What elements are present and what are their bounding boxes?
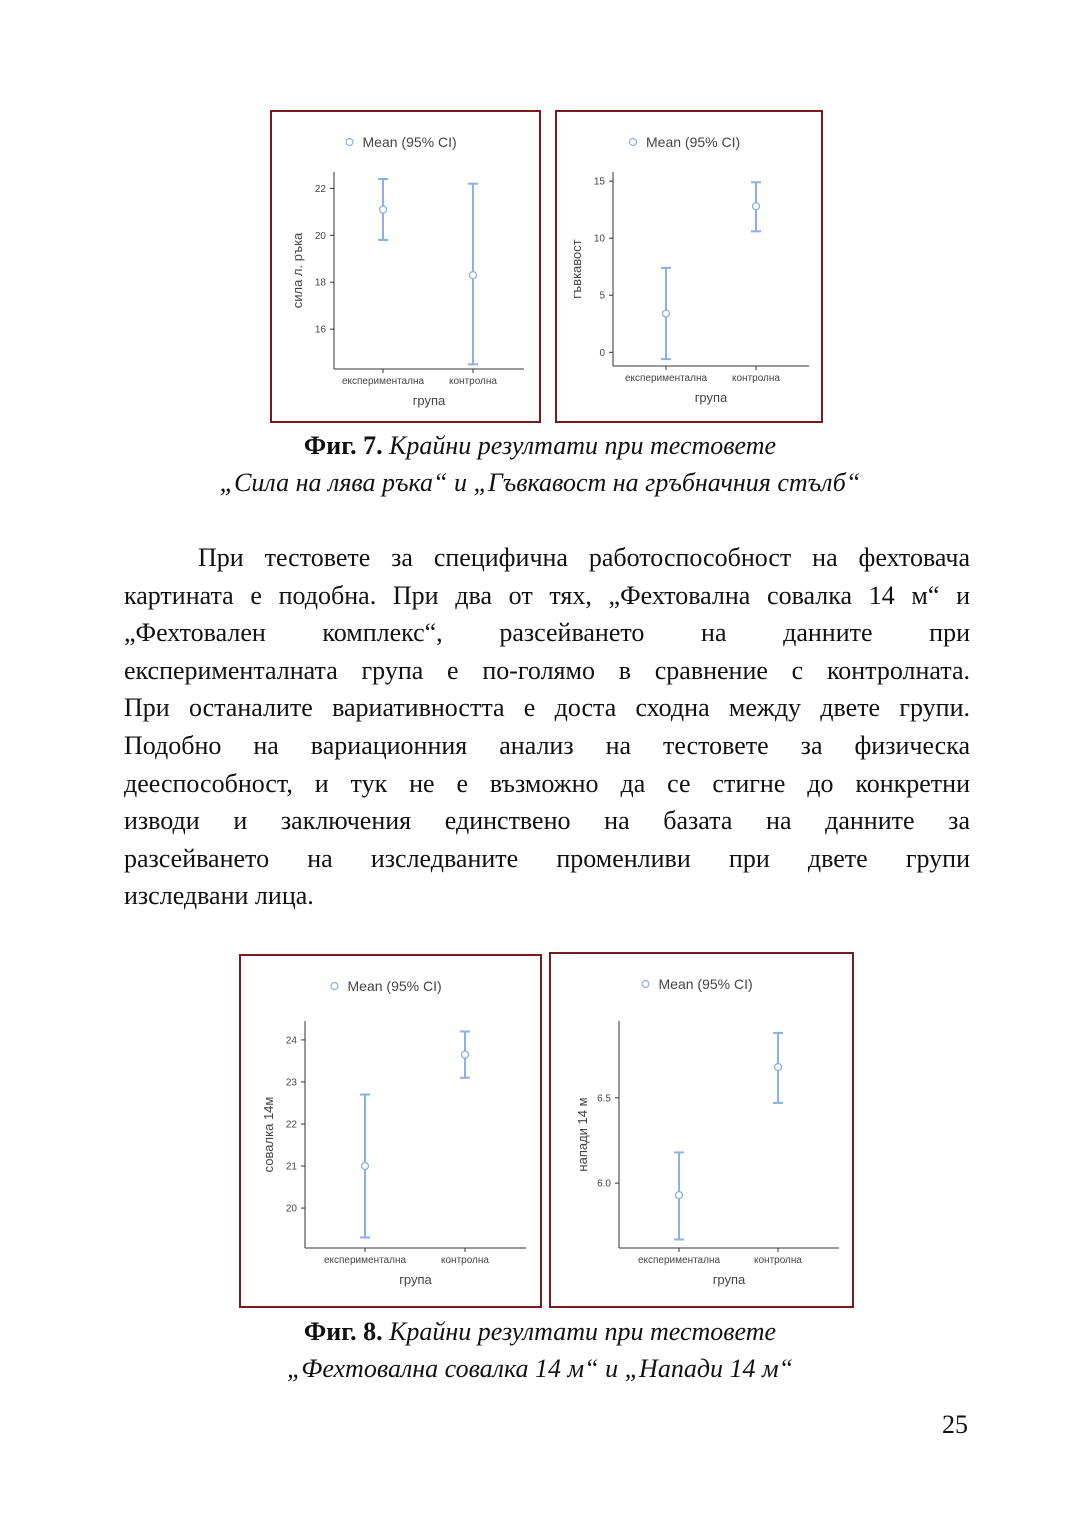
paragraph-line: изследвани лица. xyxy=(124,881,314,911)
figure-subtitle: „Сила на лява ръка“ и „Гъвкавост на гръбначния стълб“ xyxy=(219,468,861,497)
mean-point xyxy=(663,310,670,317)
x-axis-title: група xyxy=(712,1272,746,1287)
chart-panel-grip-left xyxy=(270,110,541,423)
y-axis-title: гъвкавост xyxy=(569,239,584,299)
paragraph-line: дееспособност, и тук не е възможно да се стигне до конкретни xyxy=(124,768,970,798)
y-tick-label: 20 xyxy=(285,1203,297,1215)
figure-title: Крайни резултати при тестовете xyxy=(382,1317,777,1346)
legend-marker xyxy=(331,983,338,990)
y-tick-label: 6.5 xyxy=(597,1093,611,1105)
legend-marker xyxy=(630,139,637,146)
paragraph-line: При останалите вариативността е доста сходна между двете групи. xyxy=(124,693,970,723)
y-tick-label: 15 xyxy=(593,176,605,188)
mean-point xyxy=(676,1192,683,1199)
y-tick-label: 23 xyxy=(285,1077,297,1089)
legend-label: Mean (95% CI) xyxy=(646,134,741,150)
x-tick-label: експериментална xyxy=(323,1255,407,1266)
y-tick-label: 18 xyxy=(314,277,326,289)
y-tick-label: 22 xyxy=(285,1119,297,1131)
body-paragraph xyxy=(124,539,970,915)
y-tick-label: 10 xyxy=(593,233,605,245)
x-tick-label: експериментална xyxy=(637,1255,721,1266)
y-tick-label: 6.0 xyxy=(597,1178,611,1190)
y-tick-label: 24 xyxy=(285,1035,297,1047)
x-axis-title: група xyxy=(694,390,728,405)
paragraph-line: картината е подобна. При два от тях, „Фехтовална совалка 14 м“ и xyxy=(124,580,970,610)
chart-svg xyxy=(272,112,541,423)
figure-title: Крайни резултати при тестовете xyxy=(382,431,777,460)
chart-panel-shuttle xyxy=(239,954,542,1308)
mean-point xyxy=(362,1163,369,1170)
y-axis-title: напади 14 м xyxy=(575,1097,590,1172)
y-tick-label: 16 xyxy=(314,324,326,336)
paragraph-line: експерименталната група е по-голямо в сравнение с контролната. xyxy=(124,655,970,685)
paragraph-line: При тестовете за специфична работоспособност на фехтовача xyxy=(198,543,970,572)
x-axis-title: група xyxy=(399,1272,432,1287)
mean-point xyxy=(775,1064,782,1071)
paragraph-line: изводи и заключения единствено на базата на данните за xyxy=(124,806,970,836)
y-tick-label: 5 xyxy=(599,290,605,302)
x-axis-title: група xyxy=(412,393,446,408)
figure-label: Фиг. 7. xyxy=(303,431,383,460)
x-tick-label: контролна xyxy=(441,1255,489,1266)
chart-svg xyxy=(241,956,542,1308)
figure-subtitle: „Фехтовална совалка 14 м“ и „Напади 14 м“ xyxy=(286,1354,794,1383)
x-tick-label: контролна xyxy=(732,373,780,384)
figure-7-caption xyxy=(0,427,1080,501)
x-tick-label: контролна xyxy=(754,1255,802,1266)
mean-point xyxy=(380,206,387,213)
legend-label: Mean (95% CI) xyxy=(362,134,457,150)
chart-svg xyxy=(551,954,854,1308)
x-tick-label: експериментална xyxy=(624,373,708,384)
y-tick-label: 21 xyxy=(285,1161,297,1173)
chart-panel-flexibility xyxy=(555,110,823,423)
chart-panel-lunges xyxy=(549,952,854,1308)
mean-point xyxy=(470,272,477,279)
page-number: 25 xyxy=(942,1410,968,1439)
legend-label: Mean (95% CI) xyxy=(347,978,442,994)
x-tick-label: контролна xyxy=(449,376,497,387)
y-tick-label: 22 xyxy=(314,183,326,195)
y-tick-label: 0 xyxy=(599,347,605,359)
legend-label: Mean (95% CI) xyxy=(658,976,753,992)
chart-svg xyxy=(557,112,823,423)
legend-marker xyxy=(642,981,649,988)
y-tick-label: 20 xyxy=(314,230,326,242)
legend-marker xyxy=(346,139,353,146)
mean-point xyxy=(753,203,760,210)
paragraph-line: разсейването на изследваните променливи при двете групи xyxy=(124,843,970,873)
figure-label: Фиг. 8. xyxy=(303,1317,383,1346)
mean-point xyxy=(462,1051,469,1058)
y-axis-title: сила л. ръка xyxy=(290,232,305,309)
paragraph-line: Подобно на вариационния анализ на тестовете за физическа xyxy=(124,730,970,760)
x-tick-label: експериментална xyxy=(341,376,425,387)
paragraph-line: „Фехтовален комплекс“, разсейването на данните при xyxy=(124,618,970,648)
y-axis-title: совалка 14м xyxy=(261,1096,276,1173)
figure-8-caption xyxy=(0,1313,1080,1387)
